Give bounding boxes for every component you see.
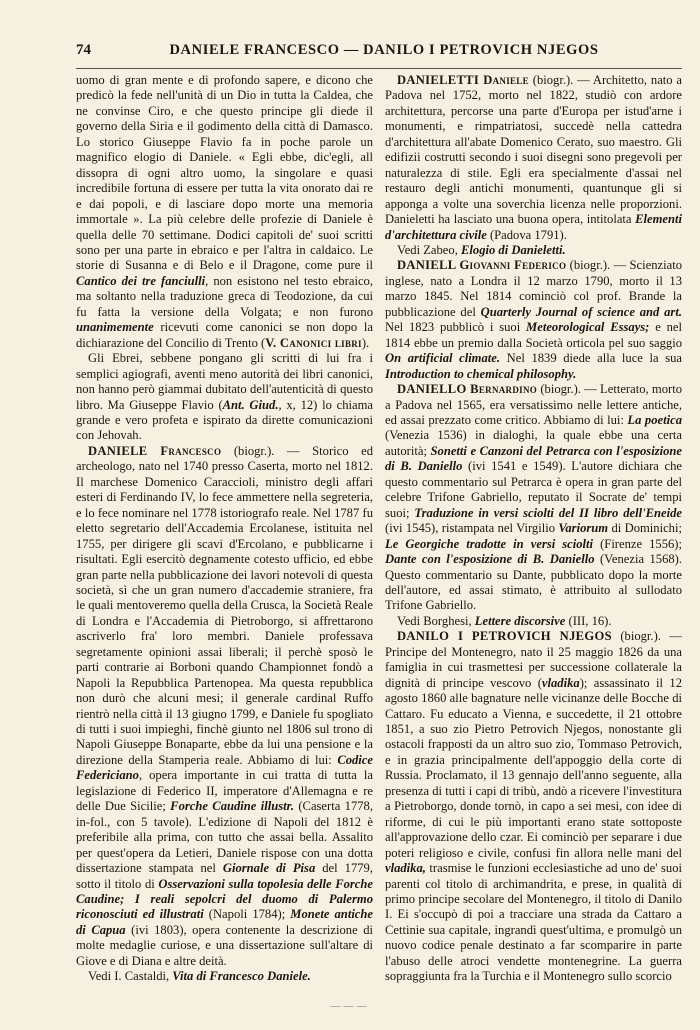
entry-headword: DANILO I PETROVICH NJEGOS: [397, 629, 612, 644]
page-number: 74: [76, 42, 91, 58]
entry-headword: DANIELLO Bernardino: [397, 382, 538, 397]
two-column-text: [76, 73, 682, 985]
right-column: [385, 73, 682, 985]
page-header: [76, 42, 682, 69]
entry-headword: DANIELETTI Daniele: [397, 73, 529, 87]
running-title: DANIELE FRANCESCO — DANILO I PETROVICH NJEGOS: [169, 42, 599, 58]
entry-headword: DANIELE Francesco: [88, 443, 222, 458]
daniele-prophet-paragraph: uomo di gran mente e di profondo sapere, e dicono che predicò la fede nell'unità di un Dio in tutta la Caldea, che ne convinse Ciro, e che questo principe gli diede il governo della Siria e il godimento della città di Damasco. Lo storico Giuseppe Flavio fa in poche parole un magnifico elogio di Daniele. « Egli ebbe, dic'egli, all dissopra di ogni altro uomo, la singolare e quasi incredibile fortuna di essere per tutta la vita onorato dai re e dai popoli, e di lasciare dopo morte una memoria immortale ». La più celebre delle profezie di Daniele è quella delle 70 settimane. Dodici capitoli de' suoi scritti sono per una parte in ebraico e per l'altra in caldaico. Le storie di Susanna e di Belo e il Dragone, come pure il Cantico dei tre fanciulli, non esistono nel testo ebraico, ma soltanto nella traduzione greca di Teodozione, da cui fu fatta la versione della Volgata; e non furono unanimemente ricevuti come canonici se non dopo la dichiarazione del Concilio di Trento (V. Canonici libri).: [76, 73, 373, 350]
ebrei-paragraph: Gli Ebrei, sebbene pongano gli scritti di lui fra i semplici agiografi, aventi meno autorità dei libri canonici, non hanno però giammai dubitato dell'autenticità di questo libro. Ma Giuseppe Flavio (Ant. Giud., x, 12) lo chiama grande e vero profeta e ispirato da dirette comunicazioni con Jehovah.: [76, 351, 373, 443]
entry-daniele-francesco: DANIELE Francesco (biogr.). — Storico ed archeologo, nato nel 1740 presso Caserta, morto nel 1812. Il marchese Domenico Caraccioli, ministro degli affari esteri di Ferdinando IV, lo fece ammettere nella segreteria, e lo fece nominare nel 1778 istoriografo reale. Nel 1787 fu eletto segretario dell'Accademia Ercolanese, istituita nel 1755, per dirigere gli scavi d'Ercolano, e pubblicarne i risultati. Egli esercitò degnamente cotesto ufficio, ed ebbe gran parte nella pubblicazione dei lavori notevoli di questa società, sì che un gran numero d'accademie straniere, fra le quali mentoveremo quella della Crusca, la Società Reale di Londra e l'Accademia di Pietroborgo, si affrettarono ascriverlo fra' loro membri. Daniele professava segretamente opinioni assai liberali; il perchè sposò le parti contrarie ai Borboni quando Championnet fondò a Napoli la Repubblica Partenopea. Ma questa repubblica non durò che alcuni mesi; il generale cardinal Ruffo rientrò nella città il 13 giugno 1799, e Daniele fu spogliato di tutti i suoi impieghi, finchè giunto nel 1806 sul trono di Napoli Giuseppe Bonaparte, ebbe da lui una pensione e la direzione della Stamperia reale. Abbiamo di lui: Codice Federiciano, opera importante in cui tratta di tutta la legislazione di Federico II, imperatore d'Allemagna e re delle Due Sicilie; Forche Caudine illustr. (Caserta 1778, in-fol., con 5 tavole). L'edizione di Napoli del 1812 è preferibile alla prima, con tutto che assai bella. Assalito per quest'opera da Letieri, Daniele rispose con una dotta dissertazione stampata nel Giornale di Pisa del 1779, sotto il titolo di Osservazioni sulla topolesia delle Forche Caudine; I reali sepolcri del duomo di Palermo riconosciuti ed illustrati (Napoli 1784); Monete antiche di Capua (ivi 1803), opera contenente la descrizione di molte medaglie curiose, e una dissertazione sull'altare di Giove e di Diana e altre deità.: [76, 443, 373, 968]
left-column: [76, 73, 373, 985]
entry-danieletti: DANIELETTI Daniele (biogr.). — Architetto, nato a Padova nel 1752, morto nel 1822, studiò con ardore architettura, percorse una parte d'Europa per istud'arne i monumenti, e rimpatriatosi, succedè nella cattedra d'architettura all'abate Domenico Cerato, suo maestro. Gli edifizii costrutti secondo i suoi disegni sono pregevoli per naturalezza di stile. Egli era specialmente d'assai nel restauro degli antichi monumenti, quantunque gli si apponga a volte una soverchia licenza nelle proporzioni. Danieletti ha lasciato una buona opera, intitolata Elementi d'architettura civile (Padova 1791).: [385, 73, 682, 242]
page-footer-mark: ———: [330, 1001, 370, 1012]
see-also-castaldi: Vedi I. Castaldi, Vita di Francesco Daniele.: [88, 969, 311, 984]
see-also-borghesi: Vedi Borghesi, Lettere discorsive (III, 16).: [397, 613, 612, 628]
entry-danilo-i: DANILO I PETROVICH NJEGOS (biogr.). — Principe del Montenegro, nato il 25 maggio 1826 da una famiglia in cui trasmettesi per successione collaterale la dignità di principe vescovo (vladika); assassinato il 12 agosto 1860 alle bagnature nelle vicinanze delle Bocche di Cattaro. Fu educato a Vienna, e succedette, il 21 ottobre 1851, a suo zio Pietro Petrovich Njegos, nonostante gli ostacoli frapposti da un altro suo zio, Tommaso Petrovich, e in grazia principalmente dell'appoggio della corte di Russia. Proclamato, il 13 gennajo dell'anno seguente, alla presenza di tutti i capi di tribù, andò a ricevere l'investitura a Pietroborgo, donde tornò, in capo a sei mesi, con idee di riforme, di cui le più importanti erano state sottoposte all'approvazione dello czar. Ei cominciò per separare i due poteri religioso e civile, confusi fin allora nelle mani del vladika, trasmise le funzioni ecclesiastiche ad uno de' suoi parenti col titolo di archimandrita, e prese, in qualità di primo principe secolare del Montenegro, il titolo di Danilo I. Ei s'occupò di poi a tracciare una strada da Cattaro a Cettinie sua capitale, ingrandì quest'ultima, e promulgò un nuovo codice penale destinato a far scomparire in parte l'abuso delle atroci vendette montenegrine. La guerra sopraggiunta fra la Turchia e il Montenegro sullo scorcio: [385, 629, 682, 984]
entry-daniello: DANIELLO Bernardino (biogr.). — Letterato, morto a Padova nel 1565, era versatissimo nelle lettere antiche, ed assai prezzato come critico. Abbiamo di lui: La poetica (Venezia 1536) in dialoghi, la quale ebbe una certa autorità; Sonetti e Canzoni del Petrarca con l'esposizione di B. Daniello (ivi 1541 e 1549). L'autore dichiara che questo commentario sul Petrarca è opera in gran parte del celebre Trifone Gabriello, reputato il Socrate de' tempi suoi; Traduzione in versi sciolti del II libro dell'Eneide (ivi 1545), ristampata nel Virgilio Variorum di Dominichi; Le Georgiche tradotte in versi sciolti (Firenze 1556); Dante con l'esposizione di B. Daniello (Venezia 1568). Questo commentario su Dante, pubblicato dopo la morte dell'autore, ed assai stimato, è attribuito al sullodato Trifone Gabriello.: [385, 382, 683, 613]
entry-daniell: DANIELL Giovanni Federico (biogr.). — Scienziato inglese, nato a Londra il 12 marzo 1790, morto il 13 marzo 1845. Nel 1814 cominciò col prof. Brande la pubblicazione del Quarterly Journal of science and art. Nel 1823 pubblicò i suoi Meteorological Essays; e nel 1814 ebbe un premio dalla Società orticola pel suo saggio On artificial climate. Nel 1839 diede alla luce la sua Introduction to chemical philosophy.: [385, 258, 682, 381]
entry-headword: DANIELL Giovanni Federico: [397, 258, 567, 273]
see-also-zabeo: Vedi Zabeo, Elogio di Danieletti.: [397, 242, 566, 257]
